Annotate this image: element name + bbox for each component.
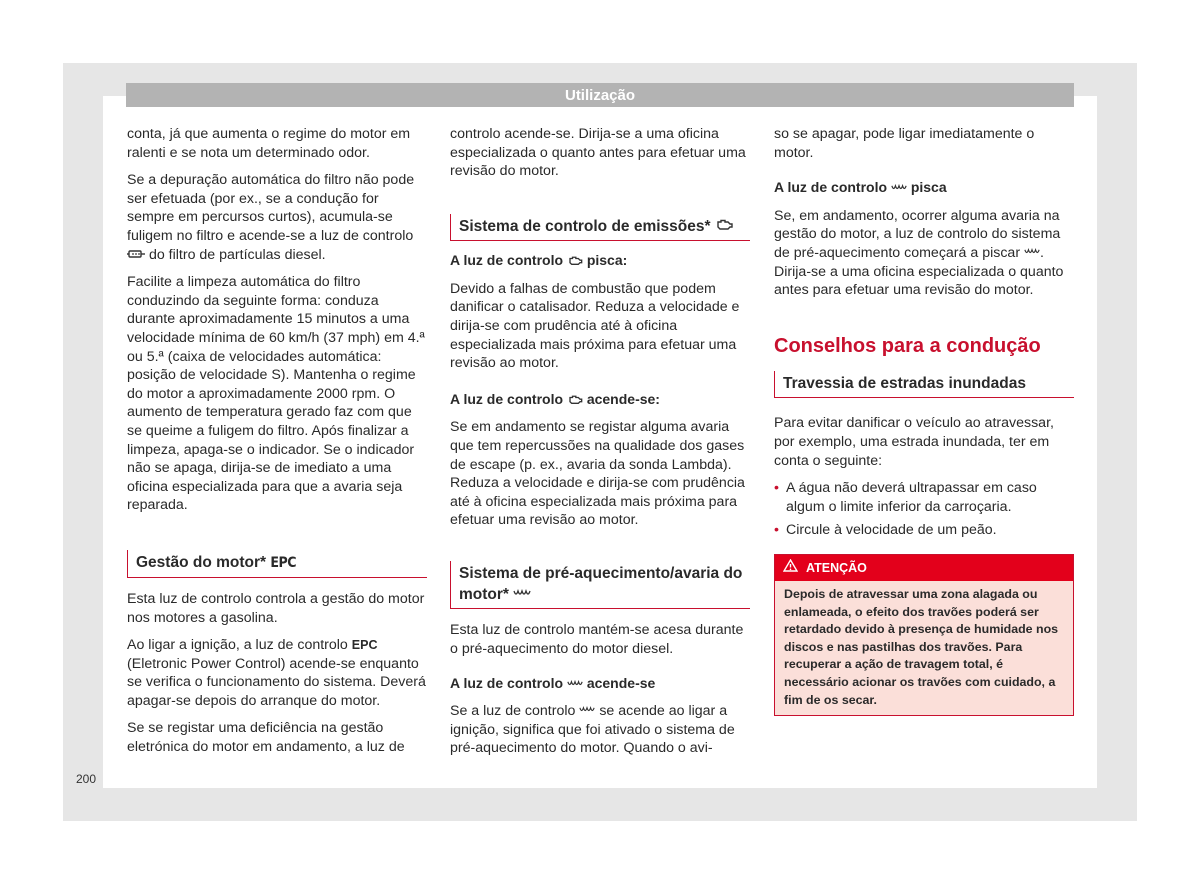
warning-title: ATENÇÃO [806, 560, 867, 575]
text: (Eletronic Power Control) acende-se enquanto se verifica o funcionamento do sistema. Deverá apagar-se depois do arranque do motor. [127, 655, 426, 709]
text: acende-se [586, 674, 656, 691]
bullet-icon: • [774, 480, 779, 497]
text: . Dirija-se a uma oficina especializada o quanto antes para efetuar uma revisão do motor. [774, 245, 1064, 299]
text: acende-se: [586, 390, 660, 407]
heading-text: Sistema de controlo de emissões* [459, 217, 711, 235]
section-heading-preheating [450, 561, 750, 609]
warning-triangle-icon [783, 555, 798, 581]
text: Ao ligar a ignição, a luz de controlo [127, 637, 348, 654]
warning-box [774, 554, 1074, 716]
text: Se a luz de controlo [450, 703, 576, 720]
epc-icon: EPC [351, 638, 378, 653]
subheading [450, 251, 750, 271]
glow-plug-icon [891, 179, 907, 198]
paragraph: Para evitar danificar o veículo ao atravessar, por exemplo, uma estrada inundada, ter em conta o seguinte: [774, 415, 1054, 469]
warning-text: Depois de atravessar uma zona alagada ou enlameada, o efeito dos travões poderá ser retardado devido à presença de humidade nos discos e nas pastilhas dos travões. Para recuperar a ação de travagem total, é necessário acionar os travões com cuidado, a fim de os secar. [775, 581, 1073, 715]
column-2 [450, 125, 750, 767]
section-heading-emissions [450, 214, 750, 241]
paragraph: controlo acende-se. Dirija-se a uma oficina especializada o quanto antes para efetuar uma revisão do motor. [450, 126, 746, 180]
subheading [450, 390, 750, 410]
text: A luz de controlo [774, 179, 888, 196]
diesel-particulate-filter-icon [127, 246, 145, 265]
engine-icon [715, 216, 733, 237]
heading-text: Sistema de pré-aquecimento/avaria do motor* [459, 564, 743, 603]
text: pisca [910, 179, 947, 196]
engine-icon [567, 391, 583, 410]
text: Se, em andamento, ocorrer alguma avaria na gestão do motor, a luz de controlo do sistema de pré-aquecimento começará a piscar [774, 207, 1061, 262]
text: pisca: [586, 252, 628, 269]
text: Se a depuração automática do filtro não pode ser efetuada (por ex., se a condução for sempre em percursos curtos), acumula-se fuligem no filtro e acende-se a luz de controlo [127, 172, 415, 244]
glow-plug-icon [513, 584, 531, 605]
paragraph: Esta luz de controlo controla a gestão do motor nos motores a gasolina. [127, 590, 425, 626]
section-header: Utilização [126, 83, 1074, 107]
text: A luz de controlo [450, 390, 564, 407]
paragraph: Facilite a limpeza automática do filtro conduzindo da seguinte forma: conduza durante aproximadamente 15 minutos a uma velocidade mínima de 60 km/h (37 mph) em 4.ª ou 5.ª (caixa de velocidades automática: posição de velocidade S). Mantenha o regime do motor a aproximadamente 2000 rpm. O aumento de temperatura gerado faz com que se queime a fuligem do filtro. Após finalizar a limpeza, apaga-se o indicador. Se o indicador não se apaga, dirija-se de imediato a uma oficina especializada para que a avaria seja reparada. [127, 274, 425, 514]
text: A luz de controlo [450, 674, 564, 691]
paragraph [450, 702, 750, 758]
paragraph: so se apagar, pode ligar imediatamente o motor. [774, 126, 1035, 161]
list-item [774, 479, 1074, 516]
text: Circule à velocidade de um peão. [786, 522, 997, 539]
section-heading-flooded-roads: Travessia de estradas inundadas [774, 371, 1074, 398]
subheading [450, 674, 750, 694]
paragraph [127, 171, 427, 264]
paragraph: Se se registar uma deficiência na gestão eletrónica do motor em andamento, a luz de [127, 720, 405, 756]
paragraph: conta, já que aumenta o regime do motor em ralenti e se nota um determinado odor. [127, 126, 411, 161]
paragraph: Se em andamento se registar alguma avaria que tem repercussões na qualidade dos gases de escape (p. ex., avaria da sonda Lambda). Reduza a velocidade e dirija-se com prudência até à oficina especializada mais próxima para efetuar uma revisão ao motor. [450, 419, 745, 529]
chapter-title: Conselhos para a condução [774, 334, 1041, 357]
text: A água não deverá ultrapassar em caso algum o limite inferior da carroçaria. [786, 480, 1037, 515]
heading-text: Gestão do motor* [136, 553, 267, 571]
glow-plug-icon [567, 675, 583, 694]
text: do filtro de partículas diesel. [148, 246, 326, 263]
glow-plug-icon [579, 702, 595, 721]
subheading [774, 178, 1074, 198]
warning-header [775, 555, 1073, 581]
column-1 [127, 125, 427, 766]
text: se acende ao ligar a ignição, significa que foi ativado o sistema de pré-aquecimento do motor. Quando o avi- [450, 703, 735, 757]
section-heading-engine-management [127, 550, 427, 578]
glow-plug-icon [1024, 244, 1040, 263]
paragraph: Devido a falhas de combustão que podem danificar o catalisador. Reduza a velocidade e dirija-se com prudência até à oficina especializada mais próxima para efetuar uma revisão ao motor. [450, 280, 740, 372]
text: A luz de controlo [450, 252, 564, 269]
engine-icon [567, 252, 583, 271]
list-item [774, 521, 1074, 540]
column-3 [774, 125, 1074, 716]
paragraph [127, 636, 427, 710]
bullet-icon: • [774, 522, 779, 539]
paragraph [774, 207, 1074, 300]
page-number: 200 [76, 772, 97, 786]
epc-icon: EPC [270, 554, 296, 571]
paragraph: Esta luz de controlo mantém-se acesa durante o pré-aquecimento do motor diesel. [450, 622, 744, 657]
